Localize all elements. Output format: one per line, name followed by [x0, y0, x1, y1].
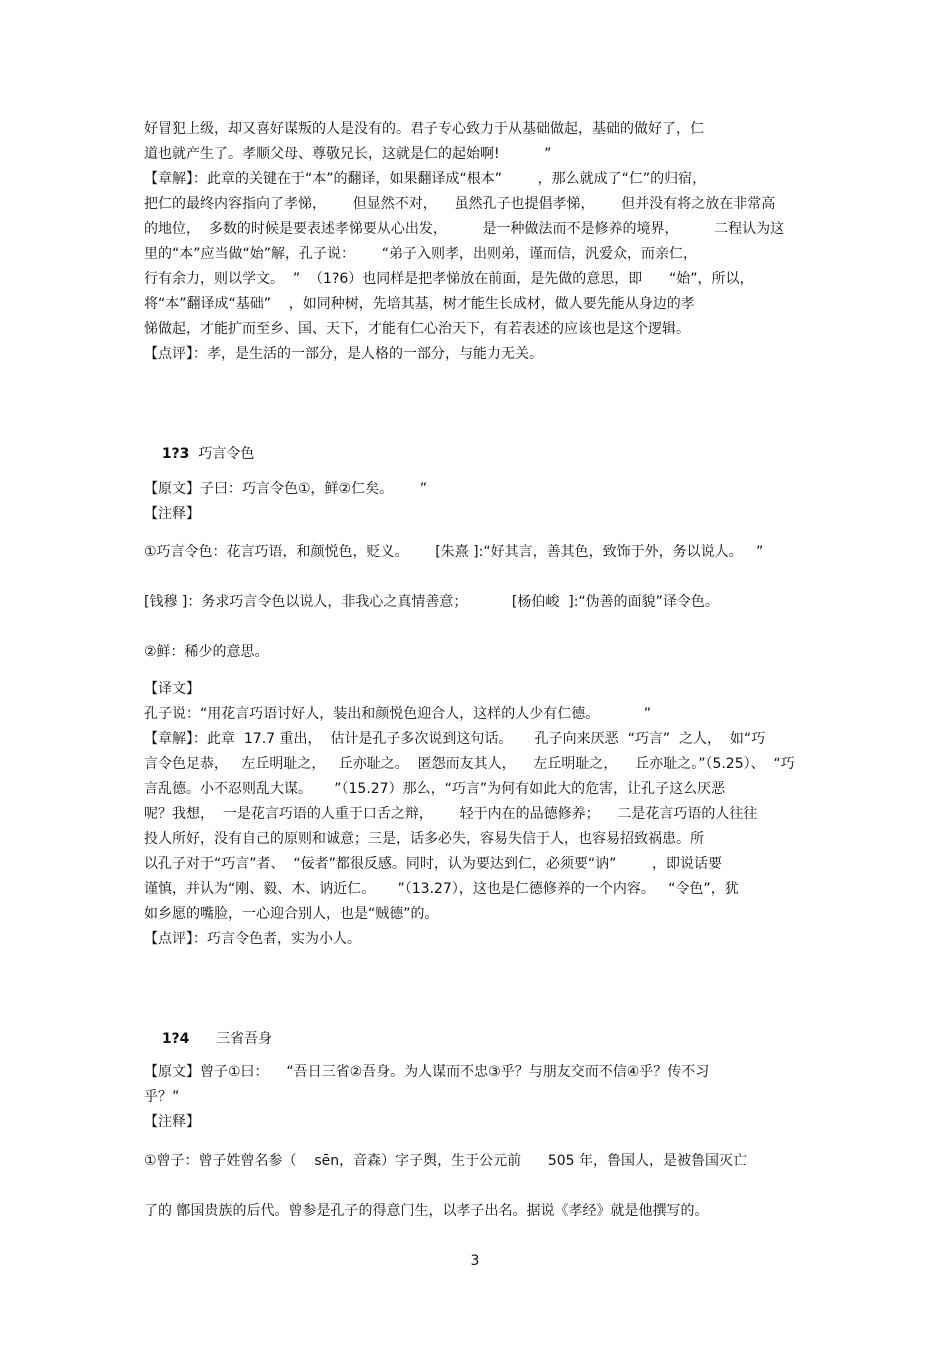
note-item: 了的 鄫国贵族的后代。曾参是孔子的得意门生，以孝子出名。据说《孝经》就是他撰写的。: [144, 1203, 709, 1219]
page-number: 3: [470, 1253, 480, 1269]
text-line: 将“本”翻译成“基础” ，如同种树，先培其基，树才能生长成材，做人要先能从身边的孝: [144, 296, 695, 312]
text-line: 以孔子对于“巧言”者、 “佞者”都很反感。同时，认为要达到仁，必须要“讷” ，即说话要: [144, 856, 723, 872]
note-item: ②鲜：稀少的意思。: [144, 644, 269, 660]
section-number: 1?4: [161, 1031, 190, 1047]
text-line: 言乱德。小不忍则乱大谋。 ”（15.27）那么，“巧言”为何有如此大的危害，让孔子这么厌恶: [144, 781, 726, 797]
text-line: 谨慎，并认为“刚、毅、木、讷近仁。 ”（13.27），这也是仁德修养的一个内容。 “令色”，犹: [144, 881, 739, 897]
notes-label: 【注释】: [144, 506, 200, 522]
note-item: ①巧言令色：花言巧语，和颜悦色，贬义。 [朱熹 ]:“好其言，善其色，致饰于外，务以说人。 ”: [144, 544, 764, 560]
original-text: 【原文】曾子①曰： “吾日三省②吾身。为人谋而不忠③乎？与朋友交而不信④乎？传不习: [144, 1064, 710, 1080]
text-line: 道也就产生了。孝顺父母、尊敬兄长，这就是仁的起始啊! ”: [144, 146, 552, 162]
original-text: 乎？”: [144, 1089, 180, 1105]
section-title: 巧言令色: [198, 446, 255, 462]
section-heading: [144, 427, 254, 481]
comment-line: 【点评】：巧言令色者，实为小人。: [144, 931, 361, 947]
text-line: 的地位， 多数的时候是要表述孝悌要从心出发， 是一种做法而不是修养的境界， 二程认为这: [144, 221, 785, 237]
text-line: 投人所好，没有自己的原则和诚意；三是，话多必失，容易失信于人，也容易招致祸患。所: [144, 831, 704, 847]
text-line: 好冒犯上级，却又喜好谋叛的人是没有的。君子专心致力于从基础做起，基础的做好了，仁: [144, 121, 704, 137]
text-line: 【章解】：此章的关键在于“本”的翻译，如果翻译成“根本” ，那么就成了“仁”的归宿，: [144, 171, 707, 187]
translation-label: 【译文】: [144, 681, 200, 697]
text-line: 言令色足恭， 左丘明耻之， 丘亦耻之。 匿怨而友其人， 左丘明耻之， 丘亦耻之。”（5.25）、 “巧: [144, 756, 795, 772]
note-item: ①曾子：曾子姓曾名参（ sēn，音森）字子舆，生于公元前 505 年，鲁国人，是被鲁国灭亡: [144, 1153, 748, 1169]
text-line: 行有余力，则以学文。 ” （1?6）也同样是把孝悌放在前面，是先做的意思，即 “始”，所以，: [144, 271, 754, 287]
comment-line: 【点评】：孝，是生活的一部分，是人格的一部分，与能力无关。: [144, 346, 543, 362]
text-line: 悌做起，才能扩而至乡、国、天下，才能有仁心治天下，有若表述的应该也是这个逻辑。: [144, 321, 690, 337]
note-item: [钱穆 ]：务求巧言令色以说人，非我心之真情善意； [杨伯峻 ]:“伪善的面貌”译令色。: [144, 594, 719, 610]
text-line: 里的“本”应当做“始”解，孔子说： “弟子入则孝，出则弟，谨而信，汎爱众，而亲仁，: [144, 246, 697, 262]
section-heading: [144, 1012, 272, 1066]
text-line: 【章解】：此章 17.7 重出， 估计是孔子多次说到这句话。 孔子向来厌恶 “巧言” 之人， 如“巧: [144, 731, 766, 747]
text-line: 呢？我想， 一是花言巧语的人重于口舌之辩， 轻于内在的品德修养； 二是花言巧语的人往往: [144, 806, 758, 822]
section-number: 1?3: [161, 446, 190, 462]
text-line: 把仁的最终内容指向了孝悌， 但显然不对， 虽然孔子也提倡孝悌， 但并没有将之放在非常高: [144, 196, 776, 212]
section-title: 三省吾身: [216, 1031, 273, 1047]
original-text: 【原文】子曰：巧言令色①，鲜②仁矣。 ”: [144, 481, 428, 497]
text-line: 如乡愿的嘴脸，一心迎合别人，也是“贼德”的。: [144, 906, 439, 922]
notes-label: 【注释】: [144, 1114, 200, 1130]
translation-text: 孔子说：“用花言巧语讨好人，装出和颜悦色迎合人，这样的人少有仁德。 ”: [144, 706, 652, 722]
